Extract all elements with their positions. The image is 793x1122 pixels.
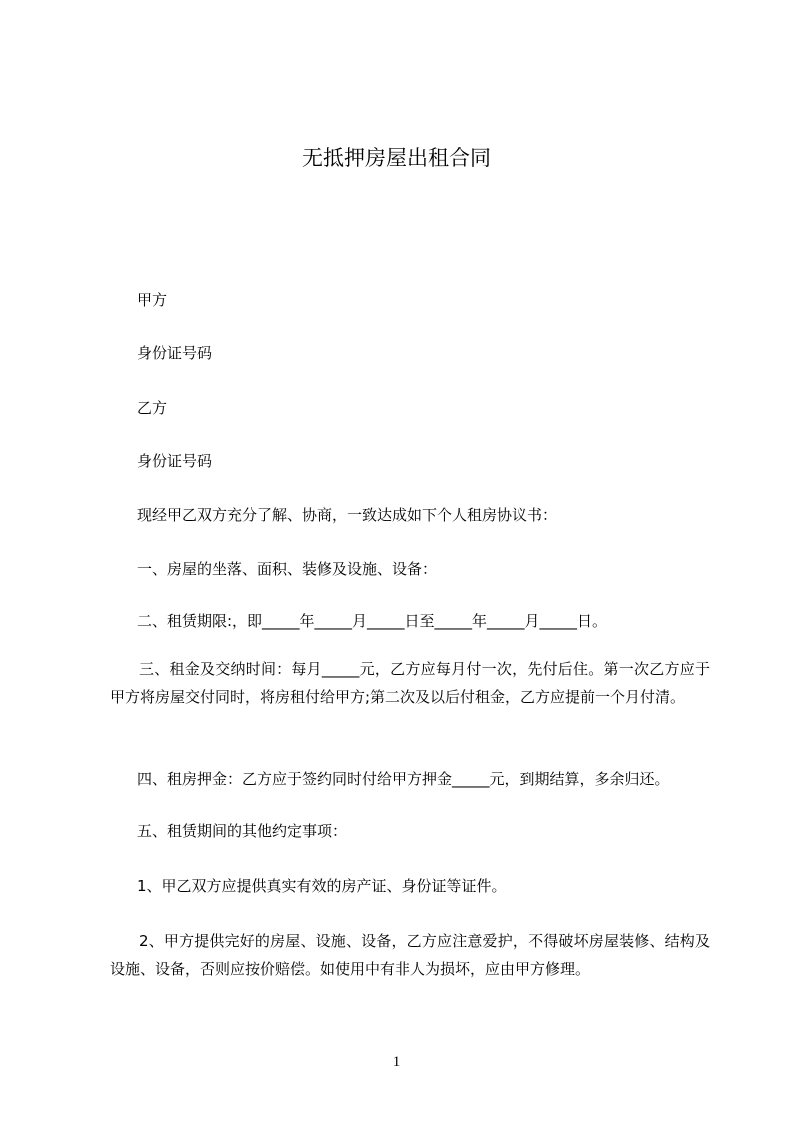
clause-5-item-1: 1、甲乙双方应提供真实有效的房产证、身份证等证件。 (137, 877, 507, 895)
clause-2: 二、租赁期限:，即_____年_____月_____日至_____年_____月_____日。 (137, 612, 608, 630)
clause-3: 三、租金及交纳时间：每月_____元，乙方应每月付一次，先付后住。第一次乙方应于甲方将房屋交付同时，将房租付给甲方;第二次及以后付租金，乙方应提前一个月付清。 (110, 660, 710, 706)
page-number: 1 (392, 1054, 401, 1070)
party-a-id-label: 身份证号码 (137, 344, 213, 362)
party-a-label: 甲方 (137, 291, 168, 309)
intro-paragraph: 现经甲乙双方充分了解、协商，一致达成如下个人租房协议书： (137, 506, 558, 524)
party-b-id-label: 身份证号码 (137, 452, 213, 470)
party-b-label: 乙方 (137, 399, 168, 417)
clause-5-item-2: 2、甲方提供完好的房屋、设施、设备，乙方应注意爱护，不得破坏房屋装修、结构及设施、设备，否则应按价赔偿。如使用中有非人为损坏，应由甲方修理。 (110, 932, 710, 978)
clause-5: 五、租赁期间的其他约定事项： (137, 822, 348, 840)
clause-1: 一、房屋的坐落、面积、装修及设施、设备： (137, 560, 438, 578)
document-title: 无抵押房屋出租合同 (302, 146, 491, 170)
clause-4: 四、租房押金：乙方应于签约同时付给甲方押金_____元，到期结算，多余归还。 (137, 770, 670, 788)
